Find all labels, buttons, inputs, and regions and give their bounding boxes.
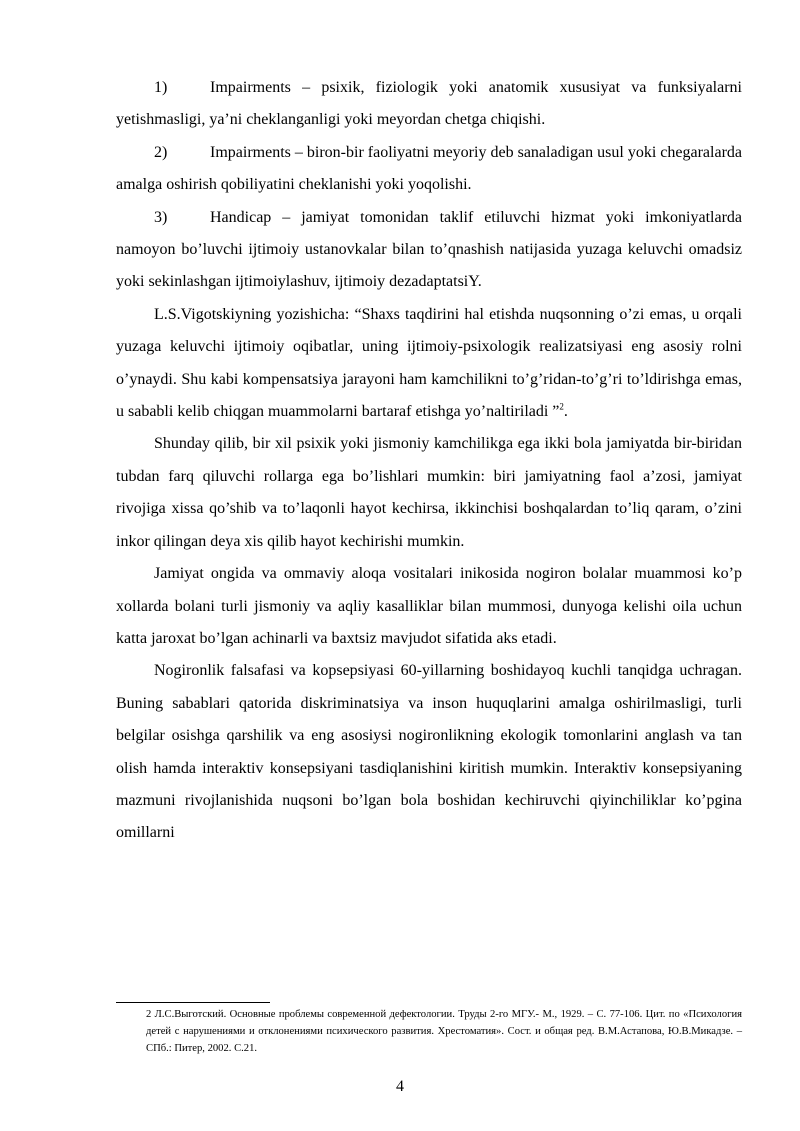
- page-number: 4: [396, 1078, 404, 1095]
- list-item-text: Handicap – jamiyat tomonidan taklif etiluvchi hizmat yoki imkoniyatlarda namoyon bo’luvchi ijtimoiy ustanovkalar bilan to’qnashish natijasida yuzaga keluvchi omadsiz yoki sekinlashgan ijtimoiylashuv, ijtimoiy dezadaptatsiY.: [116, 208, 742, 291]
- paragraph: Nogironlik falsafasi va kopsepsiyasi 60-yillarning boshidayoq kuchli tanqidga uchragan. Buning sabablari qatorida diskriminatsiya va inson huquqlarini amalga oshirilmasligi, turli belgilar osishga qarshilik va eng asosiysi nogironlikning ekologik tomonlarini anglash va tan olish hamda interaktiv konsepsiyani tasdiqlanishini kiritish mumkin. Interaktiv konsepsiyaning mazmuni rivojlanishida nuqsoni bo’lgan bola boshidan kechiruvchi qiyinchiliklar ko’pgina omillarni: [116, 662, 742, 842]
- footnote: 2 Л.С.Выготский. Основные проблемы современной дефектологии. Труды 2-го МГУ.- М., 1929. – С. 77-106. Цит. по «Психология детей с нарушениями и отклонениями психического развития. Хрестоматия». Сост. и общая ред. В.М.Астапова, Ю.В.Микадзе. – СПб.: Питер, 2002. С.21.: [146, 1009, 742, 1055]
- list-item: [116, 137, 742, 202]
- list-item-number: 2): [154, 143, 168, 161]
- quote-text: L.S.Vigotskiyning yozishicha: “Shaxs taqdirini hal etishda nuqsonning o’zi emas, u orqali yuzaga keluvchi ijtimoiy oqibatlar, uning ijtimoiy-psixologik realizatsiyasi eng asosiy rolni o’ynaydi. Shu kabi kompensatsiya jarayoni ham kamchilikni to’g’ridan-to’g’ri to’ldirishga emas, u sababli kelib chiqgan muammolarni bartaraf etishga yo’naltiriladi ”: [116, 305, 742, 421]
- list-item-text: Impairments – biron-bir faoliyatni meyoriy deb sanaladigan usul yoki chegaralarda amalga oshirish qobiliyatini cheklanishi yoki yoqolishi.: [116, 143, 742, 194]
- list-item: [116, 202, 742, 299]
- footnote-reference[interactable]: 2: [559, 401, 564, 412]
- list-item-number: 3): [154, 208, 168, 226]
- quote-end: .: [563, 403, 568, 421]
- paragraph: Jamiyat ongida va ommaviy aloqa vositalari inikosida nogiron bolalar muammosi ko’p xollarda bolani turli jismoniy va aqliy kasalliklar bilan mummosi, dunyoga kelishi oila uchun katta jaroxat bo’lgan achinarli va baxtsiz mavjudot sifatida aks etadi.: [116, 565, 742, 647]
- quote-paragraph: [116, 299, 742, 429]
- list-item-text: Impairments – psixik, fiziologik yoki anatomik xususiyat va funksiyalarni yetishmasligi, ya’ni cheklanganligi yoki meyordan chetga chiqishi.: [116, 79, 742, 129]
- paragraph: Shunday qilib, bir xil psixik yoki jismoniy kamchilikga ega ikki bola jamiyatda bir-biridan tubdan farq qiluvchi rollarga ega bo’lishlari mumkin: biri jamiyatning faol a’zosi, jamiyat rivojiga xissa qo’shib va to’laqonli hayot kechirsa, ikkinchisi boshqalardan to’liq qaram, o’zini inkor qilingan deya xis qilib hayot kechirishi mumkin.: [116, 435, 742, 550]
- list-item-number: 1): [154, 79, 168, 96]
- body-text: [116, 72, 742, 850]
- list-item: [116, 72, 742, 137]
- footnote-divider: [116, 1002, 270, 1003]
